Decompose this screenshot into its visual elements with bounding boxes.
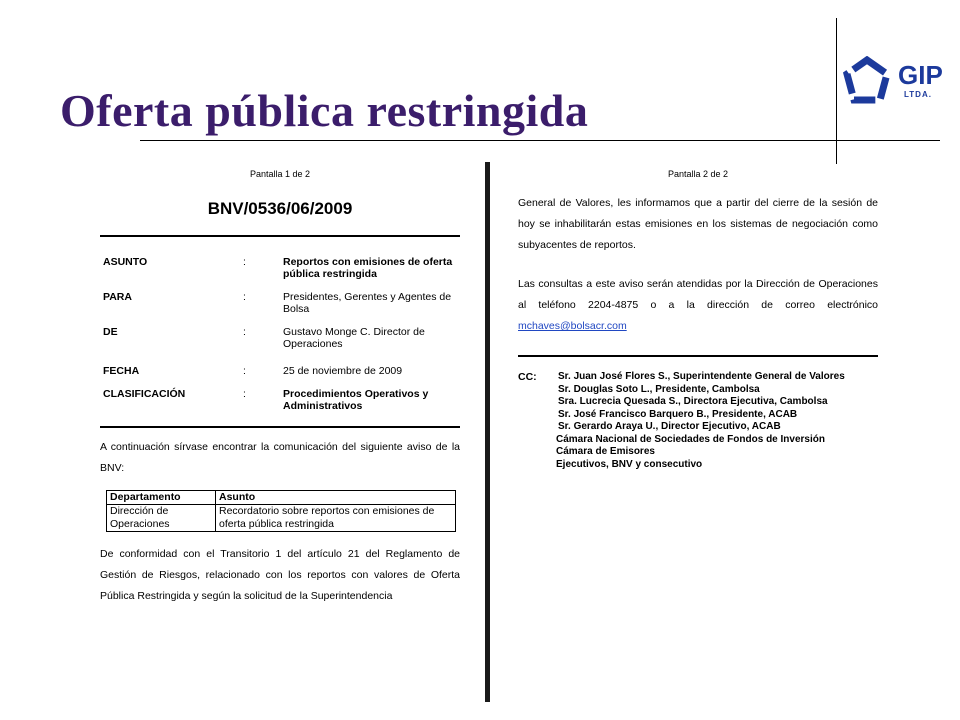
department-table <box>106 490 456 532</box>
cc-label: CC: <box>518 371 537 383</box>
cc-block <box>518 371 878 471</box>
gip-logo <box>842 56 952 106</box>
page-indicator: Pantalla 2 de 2 <box>667 169 729 179</box>
cc-item: Cámara Nacional de Sociedades de Fondos de Inversión <box>556 433 825 445</box>
slide-title: Oferta pública restringida <box>60 85 589 136</box>
logo-text: GIP <box>898 60 943 90</box>
table-row <box>107 505 456 532</box>
memo-label: FECHA <box>103 365 140 377</box>
memo-value: 25 de noviembre de 2009 <box>283 365 403 377</box>
intro-paragraph: A continuación sírvase encontrar la comunicación del siguiente aviso de la BNV: <box>100 441 460 474</box>
page-divider <box>485 162 490 702</box>
memo-value: Procedimientos Operativos y Administrativos <box>283 388 429 412</box>
cc-item: Sr. Gerardo Araya U., Director Ejecutivo, ACAB <box>558 421 781 432</box>
document-page-2 <box>518 160 878 471</box>
body-paragraph: De conformidad con el Transitorio 1 del artículo 21 del Reglamento de Gestión de Riesgos, relacionado con los reportos con valores de Oferta Pública Restringida y según la solicitud de la Superintendencia <box>100 548 460 602</box>
memo-value: Reportos con emisiones de oferta pública restringida <box>283 256 453 280</box>
memo-value: Gustavo Monge C. Director de Operaciones <box>283 326 425 350</box>
cc-item: Sra. Lucrecia Quesada S., Directora Ejecutiva, Cambolsa <box>558 396 828 407</box>
memo-value: Presidentes, Gerentes y Agentes de Bolsa <box>283 291 452 315</box>
cc-item: Cámara de Emisores <box>556 446 655 457</box>
document-page-1 <box>100 160 460 607</box>
memo-label: DE <box>103 326 118 338</box>
memo-row-asunto: ASUNTO : Reportos con emisiones de oferta pública restringida <box>100 256 460 280</box>
contact-paragraph: Las consultas a este aviso serán atendidas por la Dirección de Operaciones al teléfono 2204-4875 o a la dirección de correo electrónico mchaves@bolsacr.com <box>518 278 878 332</box>
cc-list <box>558 371 845 471</box>
document-number: BNV/0536/06/2009 <box>207 199 353 218</box>
cc-item: Sr. Douglas Soto L., Presidente, Cambolsa <box>558 383 760 395</box>
memo-label: PARA <box>103 291 132 303</box>
divider <box>100 426 460 428</box>
cc-item: Sr. José Francisco Barquero B., Presidente, ACAB <box>558 408 798 420</box>
memo-row-clasificacion: CLASIFICACIÓN : Procedimientos Operativos y Administrativos <box>100 388 460 412</box>
header-vertical-rule <box>836 18 837 164</box>
paragraph: General de Valores, les informamos que a partir del cierre de la sesión de hoy se inhabilitarán estas emisiones en los sistemas de negociación como subyacentes de reportos. <box>518 197 878 251</box>
table-cell: Recordatorio sobre reportos con emisiones de oferta pública restringida <box>216 505 456 532</box>
table-header: Asunto <box>216 491 456 505</box>
logo-subtext: LTDA. <box>904 90 932 99</box>
divider <box>518 355 878 357</box>
memo-label: ASUNTO <box>103 256 148 268</box>
memo-header <box>100 256 460 412</box>
cc-item: Ejecutivos, BNV y consecutivo <box>556 458 703 470</box>
table-header: Departamento <box>107 491 216 505</box>
table-cell: Dirección de Operaciones <box>107 505 216 532</box>
divider <box>100 235 460 237</box>
cc-item: Sr. Juan José Flores S., Superintendente General de Valores <box>558 371 845 382</box>
page-indicator: Pantalla 1 de 2 <box>249 169 311 179</box>
title-underline <box>140 140 940 141</box>
memo-row-de: DE : Gustavo Monge C. Director de Operaciones <box>100 326 460 350</box>
pentagon-logo-icon <box>842 56 892 106</box>
memo-row-para: PARA : Presidentes, Gerentes y Agentes de Bolsa <box>100 291 460 315</box>
memo-row-fecha: FECHA : 25 de noviembre de 2009 <box>100 365 460 377</box>
memo-label: CLASIFICACIÓN <box>103 388 186 400</box>
email-link[interactable]: mchaves@bolsacr.com <box>518 320 627 332</box>
